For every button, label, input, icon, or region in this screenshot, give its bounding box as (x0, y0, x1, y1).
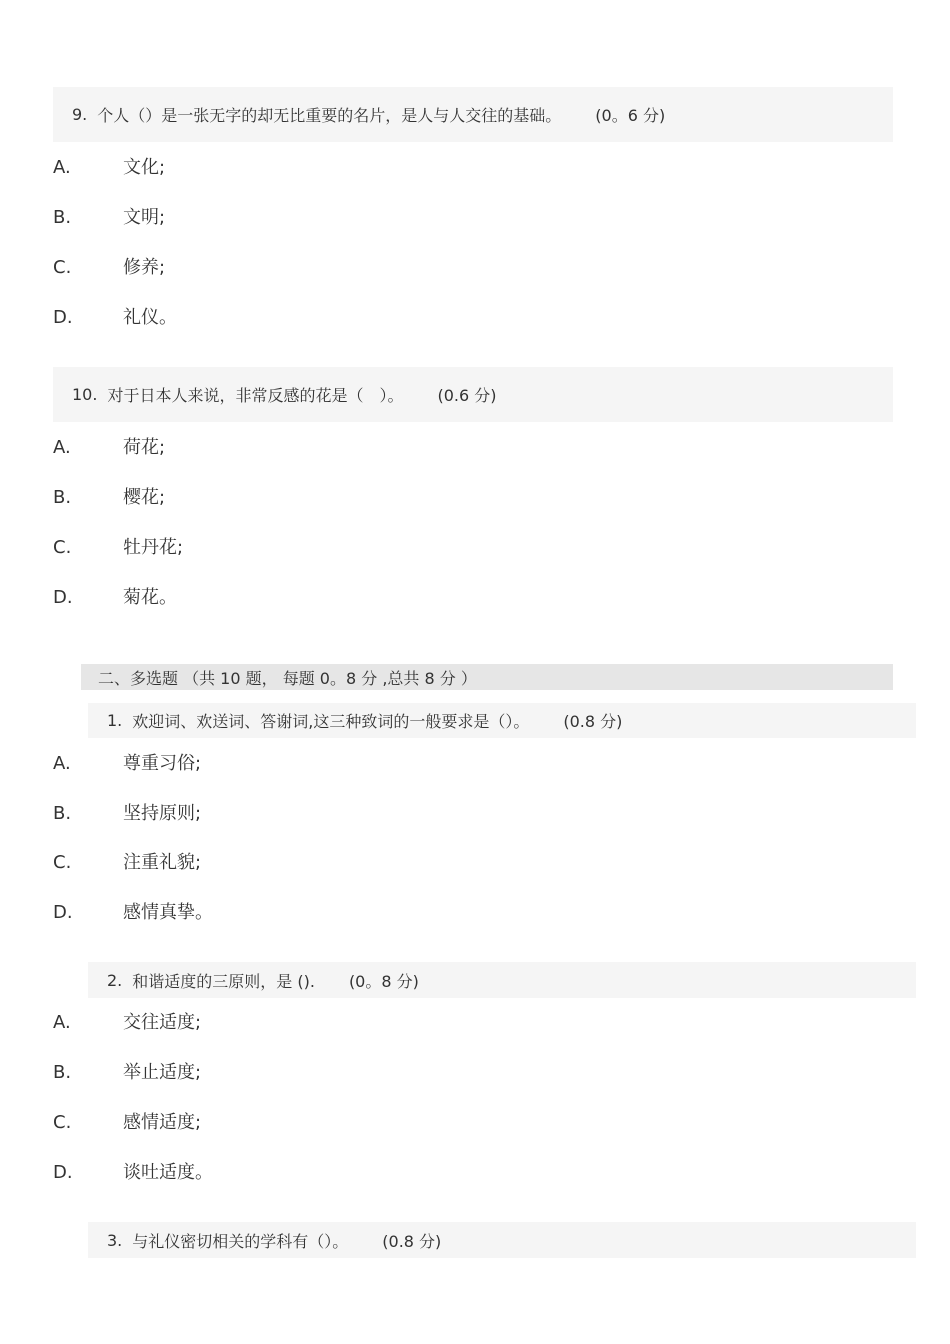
option-letter: D. (53, 902, 73, 923)
question-m3-header (88, 1222, 916, 1258)
option-letter: C. (53, 1112, 72, 1133)
question-number: 3. (107, 1230, 123, 1250)
question-points: (0。8 分) (348, 971, 419, 991)
question-m1-header (88, 703, 916, 738)
option-text: 修养; (123, 257, 166, 278)
option-letter: C. (53, 257, 72, 278)
option-text: 坚持原则; (123, 803, 202, 824)
option-text: 文明; (123, 207, 166, 228)
option-letter: D. (53, 307, 73, 328)
option-text: 感情真挚。 (123, 902, 213, 923)
option-c[interactable] (53, 1110, 201, 1136)
question-points: (0.6 分) (437, 386, 497, 405)
option-text: 荷花; (123, 437, 166, 458)
option-text: 牡丹花; (123, 537, 184, 558)
question-text: 对于日本人来说，非常反感的花是（ ）。 (107, 386, 404, 405)
option-b[interactable] (53, 485, 165, 511)
question-number: 9. (72, 105, 88, 124)
option-a[interactable] (53, 751, 201, 777)
option-text: 注重礼貌; (123, 852, 202, 873)
option-text: 举止适度; (123, 1062, 202, 1083)
question-points: (0.8 分) (382, 1231, 442, 1251)
option-a[interactable] (53, 435, 165, 461)
option-b[interactable] (53, 801, 201, 827)
option-letter: C. (53, 537, 72, 558)
question-text: 欢迎词、欢送词、答谢词,这三种致词的一般要求是（）。 (132, 712, 530, 731)
question-9-header (53, 87, 893, 142)
option-text: 文化; (123, 157, 166, 178)
question-text: 和谐适度的三原则，是 (). (132, 971, 315, 991)
question-10-header (53, 367, 893, 422)
question-points: (0。6 分) (595, 106, 666, 125)
option-a[interactable] (53, 155, 165, 181)
section-title: 二、多选题 （共 10 题， 每题 0。8 分 ,总共 8 分 ） (98, 668, 477, 688)
question-m2-header (88, 962, 916, 998)
option-letter: A. (53, 157, 71, 178)
question-number: 2. (107, 970, 123, 990)
option-letter: B. (53, 803, 72, 824)
option-text: 樱花; (123, 487, 166, 508)
question-points: (0.8 分) (563, 712, 623, 731)
option-letter: A. (53, 753, 71, 774)
option-letter: D. (53, 1162, 73, 1183)
option-letter: A. (53, 1012, 71, 1033)
option-letter: B. (53, 1062, 72, 1083)
option-letter: B. (53, 207, 72, 228)
option-d[interactable] (53, 900, 213, 926)
option-d[interactable] (53, 305, 177, 331)
option-text: 礼仪。 (123, 307, 177, 328)
option-text: 感情适度; (123, 1112, 202, 1133)
option-letter: B. (53, 487, 72, 508)
option-b[interactable] (53, 1060, 201, 1086)
option-d[interactable] (53, 1160, 213, 1186)
option-text: 菊花。 (123, 587, 177, 608)
option-letter: C. (53, 852, 72, 873)
option-c[interactable] (53, 255, 165, 281)
option-text: 尊重习俗; (123, 753, 202, 774)
option-b[interactable] (53, 205, 165, 231)
question-text: 个人（）是一张无字的却无比重要的名片，是人与人交往的基础。 (97, 106, 562, 125)
option-text: 谈吐适度。 (123, 1162, 213, 1183)
option-d[interactable] (53, 585, 177, 611)
question-text: 与礼仪密切相关的学科有（）。 (132, 1231, 349, 1251)
option-text: 交往适度; (123, 1012, 202, 1033)
option-letter: D. (53, 587, 73, 608)
option-c[interactable] (53, 850, 201, 876)
question-number: 10. (72, 385, 98, 404)
question-number: 1. (107, 711, 123, 730)
option-c[interactable] (53, 535, 183, 561)
option-a[interactable] (53, 1010, 201, 1036)
section-header-multiple-choice (81, 664, 893, 690)
option-letter: A. (53, 437, 71, 458)
